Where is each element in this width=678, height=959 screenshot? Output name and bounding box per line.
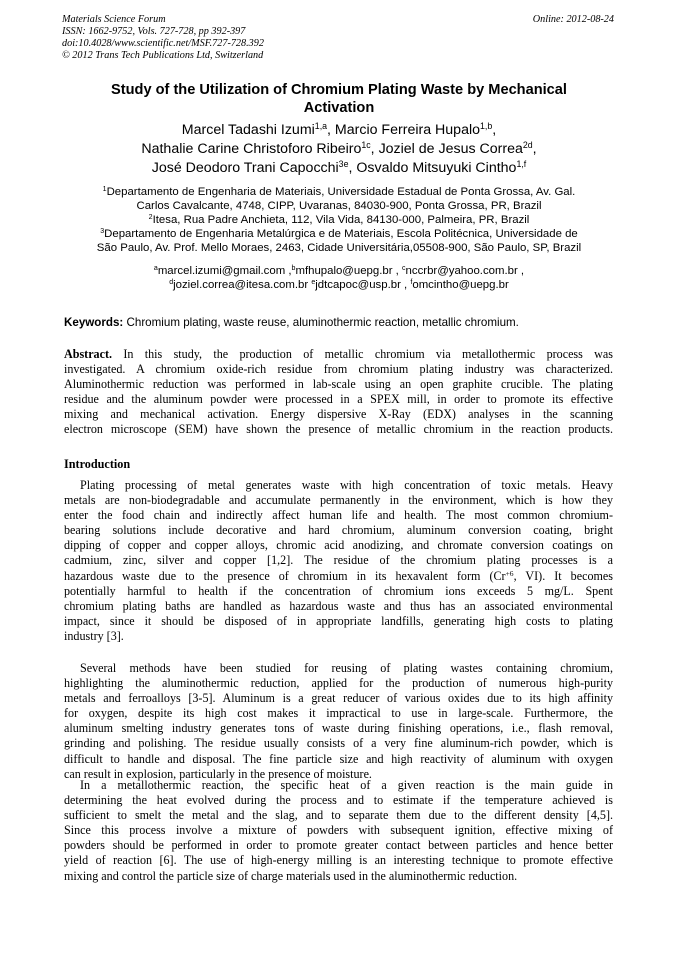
author-line-1: Marcel Tadashi Izumi$^{1,a}$, Marcio Ferreira Hupalo$^{1,b}$, [181,121,497,138]
author-name: Marcel Tadashi Izumi [181,122,315,138]
page-header [62,14,614,62]
affiliation-1-line-1: $^1$Departamento de Engenharia de Materiais, Universidade Estadual de Ponta Grossa, Av. Gal. [102,186,576,198]
title-line-2: Activation [303,100,375,116]
author-name: José Deodoro Trani Capocchi [151,160,339,176]
text-line: grinding and polishing. The residue usually consists of a very fine aluminum-rich powder, which is [64,736,613,751]
affiliation-mark: 2 [148,214,153,222]
intro-paragraph-1 [64,478,613,644]
text-line: yield of reaction [6]. The use of high-energy milling is an interesting technique to promote effective [64,853,613,868]
abstract-line: Abstract. In this study, the production of metallic chromium via metallothermic process was [64,347,613,361]
issn-line: ISSN: 1662-9752, Vols. 727-728, pp 392-397 [62,26,246,37]
text-line: bearing solutions include decorative and hard chromium, aluminum conversion coating, bright [64,523,613,538]
text-line: determining the heat evolved during the process and to estimate if the temperature achieved is [64,793,613,808]
author-list [64,121,614,178]
affiliations [60,185,618,255]
affiliation-1-line-2: Carlos Cavalcante, 4748, CIPP, Uvaranas, 84030-900, Ponta Grossa, PR, Brazil [136,200,542,212]
title-line-1: Study of the Utilization of Chromium Plating Waste by Mechanical [111,82,567,98]
text-line: can result in explosion, particularly in the presence of moisture. [64,766,372,781]
text-line: sufficient to smelt the metal and the slag, and to separate them due to the different density [4,5]. [64,808,613,823]
email-link[interactable]: marcel.izumi@gmail.com , [157,265,292,277]
author-name: Joziel de Jesus Correa [378,141,523,157]
email-line-1: $^a$marcel.izumi@gmail.com ,$^b$mfhupalo@uepg.br , $^c$nccrbr@yahoo.com.br , [153,265,525,277]
text-line: cadmium, zinc, silver and copper [1,2]. The residue of the chromium plating processes is a [64,553,613,568]
publication-info [62,14,614,62]
affiliation-2-line-1: $^2$Itesa, Rua Padre Anchieta, 112, Vila Vida, 84130-000, Palmeira, PR, Brazil [148,214,530,226]
affiliation-3-line-2: São Paulo, Av. Prof. Mello Moraes, 2463, Cidade Universitária,05508-900, São Paulo, SP, Brazil [96,242,582,254]
author-affiliation-mark: 2d [522,140,533,151]
email-link[interactable]: nccrbr@yahoo.com.br , [405,265,525,277]
author-affiliation-mark: 1,f [516,159,527,170]
author-affiliation-mark: 3e [338,159,349,170]
author-line-3: José Deodoro Trani Capocchi$^{3e}$, Osvaldo Mitsuyuki Cintho$^{1,f}$ [151,159,527,176]
text-line: for oxygen, despite its high cost makes it impractical to use in large-scale. Furthermore, the [64,706,613,721]
text-line: powders should be performed in order to promote greater contact between particles and hence better [64,838,613,853]
text-line: enter the food chain and indirectly affect human life and health. The most common chromium- [64,508,613,523]
email-link[interactable]: jdtcapoc@usp.br , [315,279,411,291]
keywords-text: Chromium plating, waste reuse, aluminothermic reaction, metallic chromium. [123,316,519,329]
text-line: impact, since it should be disposed of in appropriate landfills, generating high costs to plating [64,613,613,628]
abstract [64,347,613,438]
text-line: potentially harmful to health if the concentration of chromium ions exceeds 5 mg/L. Spent [64,583,613,598]
intro-paragraph-2 [64,661,613,782]
text-line: hazardous waste due to the presence of chromium in its hexavalent form ($Cr^{+6}$, VI). It becomes [64,568,613,583]
intro-paragraph-3 [64,778,613,884]
email-link[interactable]: omcintho@uepg.br [412,279,509,291]
paper-title [64,81,614,117]
journal-name: Materials Science Forum [62,14,166,25]
online-date: Online: 2012-08-24 [532,14,614,25]
keywords [64,316,624,329]
email-link[interactable]: mfhupalo@uepg.br , [295,265,403,277]
text-line: chromium plating baths are handled as hazardous waste and thus has an associated environmental [64,598,613,613]
text-line: dipping of copper and copper alloys, chromic acid anodizing, and chromate conversion coatings on [64,538,613,553]
text-line: industry [3]. [64,628,124,643]
affiliation-mark: 3 [100,228,105,236]
author-emails [60,264,618,292]
abstract-line: electron microscope (SEM) have shown the presence of metallic chromium in the reaction products. [64,422,613,437]
text-line: highlighting the aluminothermic reduction, applied for the production of numerous high-purity [64,676,613,691]
abstract-label: Abstract. [64,347,113,361]
author-name: Osvaldo Mitsuyuki Cintho [356,160,517,176]
copyright-line: © 2012 Trans Tech Publications Ltd, Switzerland [62,50,264,61]
email-link[interactable]: joziel.correa@itesa.com.br [173,279,312,291]
author-line-2: Nathalie Carine Christoforo Ribeiro$^{1c}$, Joziel de Jesus Correa$^{2d}$, [141,140,537,157]
author-affiliation-mark: 1c [361,140,371,151]
abstract-line: investigated. A chromium oxide-rich residue from chromium plating industry was characterized. [64,362,613,377]
author-name: Nathalie Carine Christoforo Ribeiro [141,141,362,157]
text-line: metals and ferroalloys [3-5]. Aluminum is a great reducer of various oxides due to its high affinity [64,691,613,706]
text-line: Plating processing of metal generates waste with high concentration of toxic metals. Heavy [80,478,613,492]
affiliation-3-line-1: $^3$Departamento de Engenharia Metalúrgica e de Materiais, Escola Politécnica, Universidade de [100,228,578,240]
text-line: In a metallothermic reaction, the specific heat of a given reaction is the main guide in [80,778,613,792]
abstract-line: Aluminothermic reduction was performed in lab-scale using an open graphite crucible. The plating [64,377,613,392]
author-affiliation-mark: 1,a [314,121,328,132]
author-affiliation-mark: 1,b [480,121,493,132]
doi-line: doi:10.4028/www.scientific.net/MSF.727-728.392 [62,38,264,49]
text-line: metals are non-biodegradable and accumulate permanently in the environment, which is how they [64,493,613,508]
keywords-label: Keywords: [64,316,124,329]
text-line: mixing and control the particle size of charge materials used in the aluminothermic reduction. [64,868,518,883]
text-line: Since this process involve a mixture of powders with subsequent ignition, effective mixing of [64,823,613,838]
email-line-2: $^d$joziel.correa@itesa.com.br $^e$jdtcapoc@usp.br , $^f$omcintho@uepg.br [169,279,509,291]
abstract-line: residue and the aluminum powder were processed in a SPEX mill, in order to promote its effective [64,392,613,407]
abstract-line: mixing and mechanical activation. Energy dispersive X-Ray (EDX) analyses in the scanning [64,407,613,422]
affiliation-mark: 1 [102,186,107,194]
text-line: Several methods have been studied for reusing of plating wastes containing chromium, [80,661,613,675]
author-name: Marcio Ferreira Hupalo [334,122,480,138]
superscript: +6 [505,568,514,578]
section-heading: Introduction [64,457,131,471]
text-line: aluminum smelting industry generates tons of waste during finishing operations, i.e., flash removal, [64,721,613,736]
text-line: difficult to handle and disposal. The fine particle size and high reactivity of aluminum with oxygen [64,751,613,766]
